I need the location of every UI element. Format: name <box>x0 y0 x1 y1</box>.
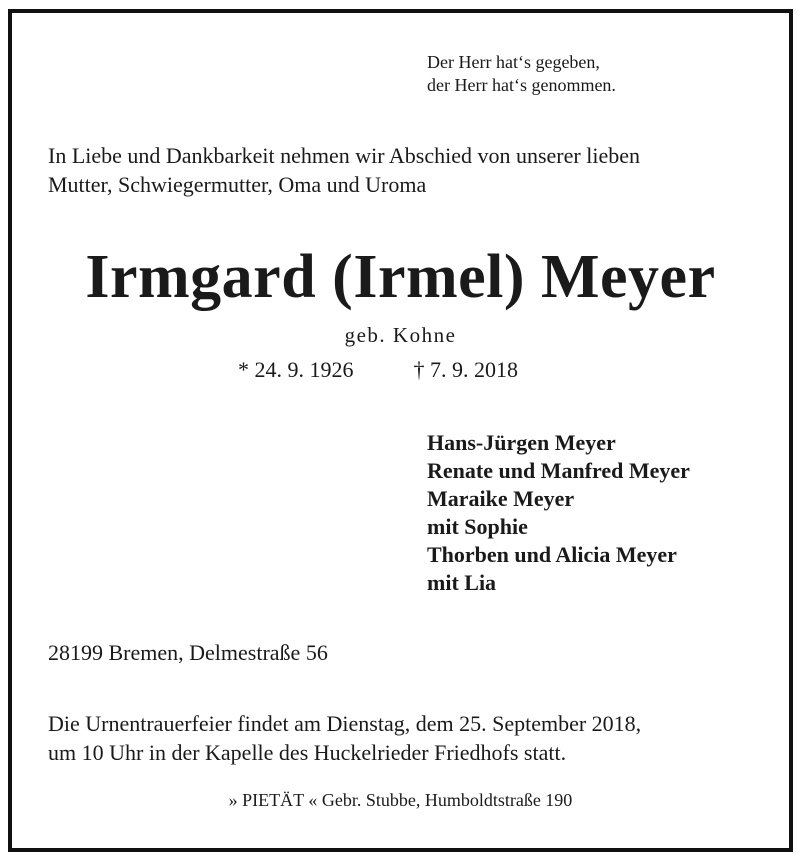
intro-line: Mutter, Schwiegermutter, Oma und Uroma <box>48 172 427 197</box>
intro-line: In Liebe und Dankbarkeit nehmen wir Abschied von unserer lieben <box>48 143 640 168</box>
mourner-line: Maraike Meyer <box>427 486 575 511</box>
death-date: † 7. 9. 2018 <box>413 357 518 382</box>
verse-line: Der Herr hat‘s gegeben, <box>427 52 600 72</box>
deceased-name: Irmgard (Irmel) Meyer <box>85 243 716 311</box>
birth-date: * 24. 9. 1926 <box>238 357 354 382</box>
mourner-line: Hans-Jürgen Meyer <box>427 430 616 455</box>
mourner-line: Thorben und Alicia Meyer <box>427 542 677 567</box>
intro-text <box>48 141 640 199</box>
mourners-list <box>427 429 690 597</box>
mourner-line: Renate und Manfred Meyer <box>427 458 690 483</box>
verse-line: der Herr hat‘s genommen. <box>427 75 616 95</box>
mourner-line: mit Lia <box>427 570 497 595</box>
life-dates <box>238 356 518 384</box>
ceremony-line: um 10 Uhr in der Kapelle des Huckelrieder Friedhofs statt. <box>48 740 567 765</box>
family-address: 28199 Bremen, Delmestraße 56 <box>48 640 328 665</box>
mourner-line: mit Sophie <box>427 514 528 539</box>
ceremony-line: Die Urnentrauerfeier findet am Dienstag, dem 25. September 2018, <box>48 711 642 736</box>
ceremony-info <box>48 709 641 767</box>
birth-name: geb. Kohne <box>344 323 457 347</box>
funeral-home: » PIETÄT « Gebr. Stubbe, Humboldtstraße 190 <box>228 790 573 810</box>
obituary-notice <box>8 9 793 852</box>
bible-verse <box>427 51 616 97</box>
